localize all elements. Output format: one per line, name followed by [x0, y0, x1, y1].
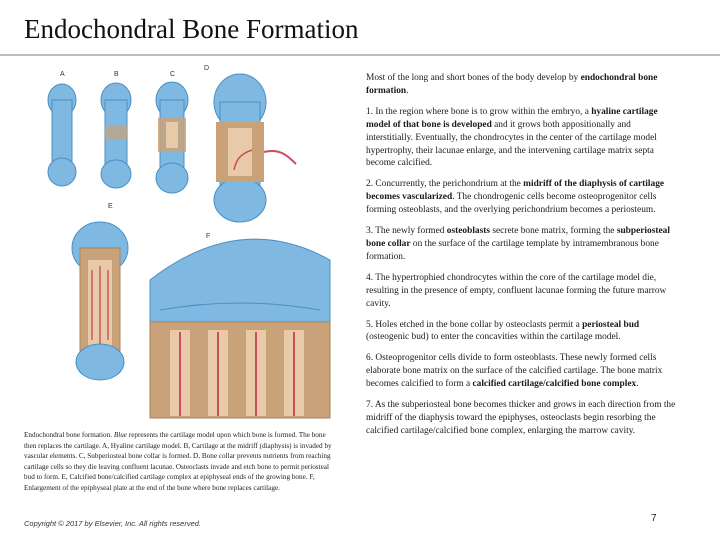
paragraph-step-6: [366, 352, 680, 391]
bold-run: subperiosteal bone collar: [366, 226, 670, 249]
paragraph-step-3: [366, 225, 680, 264]
text-run: 2. Concurrently, the perichondrium at the: [366, 179, 524, 190]
text-run: 1. In the region where bone is to grow within the embryo, a: [366, 106, 592, 117]
caption-italic: Blue: [113, 431, 127, 439]
figure-label-d: D: [204, 65, 210, 72]
bold-run: calcified cartilage/calcified bone complex: [472, 379, 637, 390]
text-run: on the surface of the cartilage template by intramembranous bone formation.: [366, 238, 659, 262]
stage-c-bone-collar: [156, 82, 188, 193]
slide-title: Endochondral Bone Formation: [24, 14, 359, 44]
figure-label-c: C: [170, 71, 176, 78]
stage-b-vascularized: [101, 83, 131, 188]
bold-run: midriff of the diaphysis of cartilage becomes vascularized: [366, 179, 665, 203]
paragraph-step-2: [366, 178, 680, 217]
caption-rest: represents the cartilage model upon which bone is formed. The bone then replaces the cartilage. A, Hyaline cartilage model. B, Cartilage at the midriff (diaphysis) is invaded by vascular elements. C, Subperiosteal bone collar is formed. D, Bone collar prevents nutrients from reaching cartilage cells so they die leaving confluent lacunae. Osteoclasts invade and etch bone to permit periosteal bud to form. E, Calcified bone/calcified cartilage complex at epiphyseal ends of the growing bone. F, Enlargement of the epiphyseal plate at the end of the bone where bone replaces cartilage.: [24, 431, 332, 492]
text-run: Most of the long and short bones of the body develop by: [366, 73, 581, 83]
text-run: 4. The hypertrophied chondrocytes within the core of the cartilage model die, resulting in the presence of empty, confluent lacunae forming the future marrow cavity.: [366, 272, 667, 309]
paragraph-step-7: [366, 399, 680, 438]
stage-a-cartilage-model: [48, 84, 76, 186]
text-run: secrete bone matrix, forming the: [490, 226, 617, 237]
text-run: 7. As the subperiosteal bone becomes thicker and grows in each direction from the midriff of the diaphysis toward the epiphyses, osteoclasts begin resorbing the calcified cartilage/calcified bone complex, enlarging the marrow cavity.: [366, 400, 676, 436]
stage-d-periosteal-bud: [214, 74, 296, 222]
text-run: (osteogenic bud) to enter the concavities within the cartilage model.: [366, 332, 621, 343]
bold-run: periosteal bud: [582, 319, 640, 330]
text-run: .: [636, 379, 639, 390]
bold-run: osteoblasts: [446, 226, 491, 237]
text-run: 5. Holes etched in the bone collar by osteoclasts permit a: [366, 319, 583, 330]
bone-formation-figure: [30, 60, 350, 420]
figure-label-b: B: [114, 71, 119, 78]
text-run: . The chondrogenic cells become osteoprogenitor cells forming osteoblasts, and the overlying perichondrium becomes a periosteum.: [366, 192, 657, 216]
paragraph-step-1: [366, 106, 680, 171]
text-run: .: [406, 85, 409, 96]
text-run: and it grows both appositionally and interstitially. Eventually, the chondrocytes in the center of the cartilage model hypertrophy, their lacunae enlarge, and the intervening cartilage matrix septa become calcified.: [366, 119, 657, 169]
figure-label-f: F: [206, 233, 211, 240]
caption-prefix: Endochondral bone formation.: [24, 431, 114, 439]
paragraph-step-5: [366, 319, 680, 345]
text-run: 3. The newly formed: [366, 226, 447, 237]
bold-run: endochondral bone formation: [366, 73, 658, 96]
paragraph-intro: [366, 72, 680, 98]
stage-e-calcified-complex: [72, 222, 128, 380]
figure-label-a: A: [60, 71, 65, 78]
copyright-notice: Copyright © 2017 by Elsevier, Inc. All rights reserved.: [24, 519, 201, 528]
title-divider: [0, 54, 720, 56]
text-run: 6. Osteoprogenitor cells divide to form osteoblasts. These newly formed cells elaborate bone matrix on the surface of the calcified cartilage. The bone matrix becomes calcified to form a: [366, 353, 663, 390]
paragraph-step-4: [366, 272, 680, 311]
page-number: 7: [651, 513, 657, 524]
figure-caption: [24, 430, 336, 494]
figure-label-e: E: [108, 203, 113, 210]
body-text: [366, 72, 680, 446]
bold-run: hyaline cartilage model of that bone is developed: [366, 106, 658, 130]
stage-f-epiphyseal-plate: [150, 239, 330, 418]
